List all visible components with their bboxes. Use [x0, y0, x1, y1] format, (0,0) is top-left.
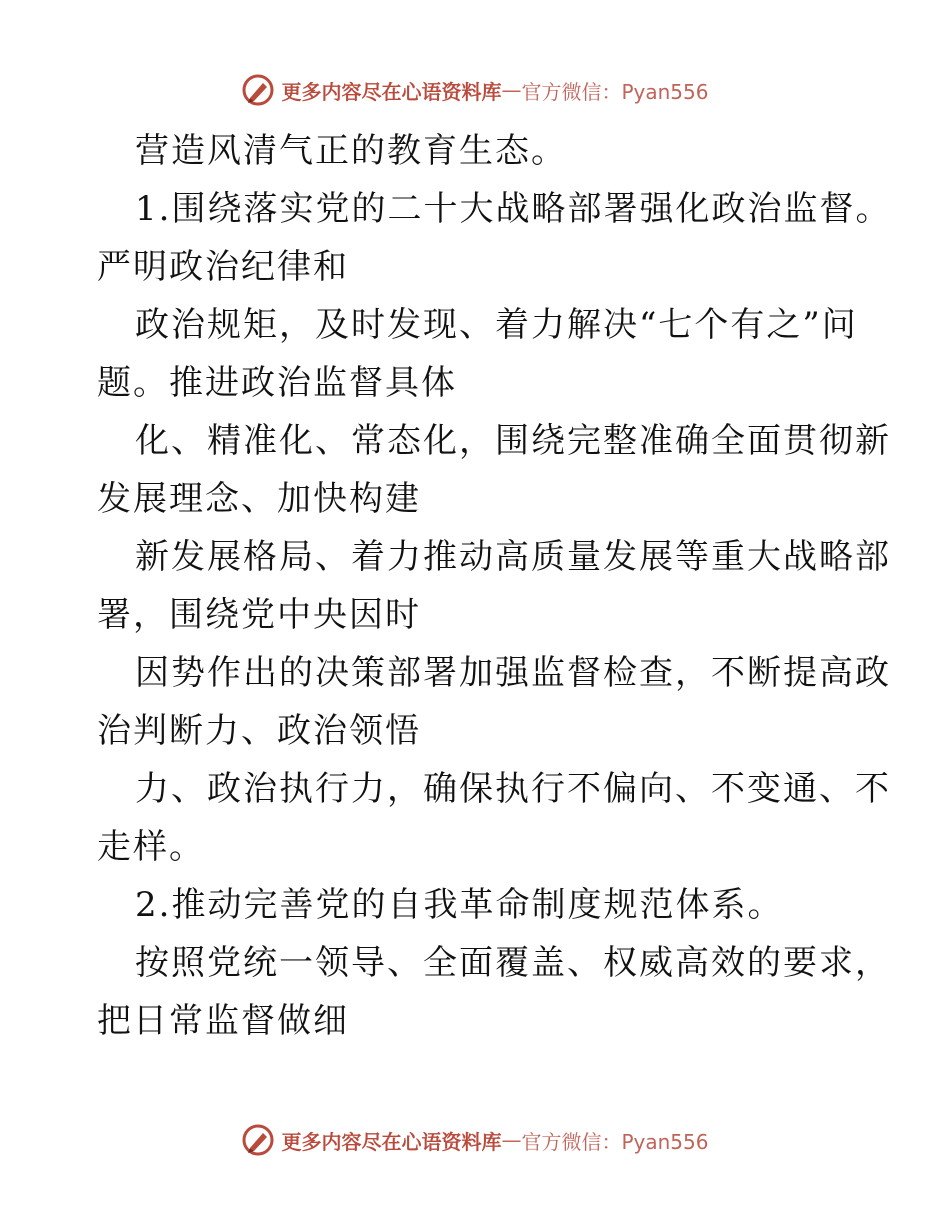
- paragraph-line: 严明政治纪律和: [97, 247, 349, 287]
- paragraph-line: 营造风清气正的教育生态。: [135, 131, 567, 171]
- paragraph-line: 把日常监督做细: [97, 1001, 349, 1041]
- paragraph-line: 题。推进政治监督具体: [97, 363, 457, 403]
- paragraph-line: 2.推动完善党的自我革命制度规范体系。: [135, 885, 784, 925]
- page-footer: [0, 1120, 950, 1160]
- pen-logo-icon: [241, 73, 275, 107]
- header-dash: —: [501, 78, 522, 102]
- page-header: [0, 70, 950, 110]
- paragraph-line: 走样。: [97, 827, 205, 867]
- paragraph-line: 政治规矩，及时发现、着力解决“七个有之”问: [135, 305, 858, 345]
- paragraph-line: 因势作出的决策部署加强监督检查，不断提高政: [135, 653, 891, 693]
- paragraph-line: 署，围绕党中央因时: [97, 595, 421, 635]
- footer-dash: —: [501, 1128, 522, 1152]
- header-contact: 官方微信：Pyan556: [521, 79, 709, 104]
- paragraph-line: 力、政治执行力，确保执行不偏向、不变通、不: [135, 769, 891, 809]
- header-brand-text: 更多内容尽在心语资料库: [281, 79, 502, 104]
- paragraph-line: 新发展格局、着力推动高质量发展等重大战略部: [135, 537, 891, 577]
- paragraph-line: 治判断力、政治领悟: [97, 711, 421, 751]
- paragraph-line: 按照党统一领导、全面覆盖、权威高效的要求，: [135, 943, 891, 983]
- paragraph-line: 发展理念、加快构建: [97, 479, 421, 519]
- footer-contact: 官方微信：Pyan556: [521, 1129, 709, 1154]
- paragraph-line: 1.围绕落实党的二十大战略部署强化政治监督。: [135, 189, 892, 229]
- pen-logo-icon: [241, 1123, 275, 1157]
- paragraph-line: 化、精准化、常态化，围绕完整准确全面贯彻新: [135, 421, 891, 461]
- footer-brand-text: 更多内容尽在心语资料库: [281, 1129, 502, 1154]
